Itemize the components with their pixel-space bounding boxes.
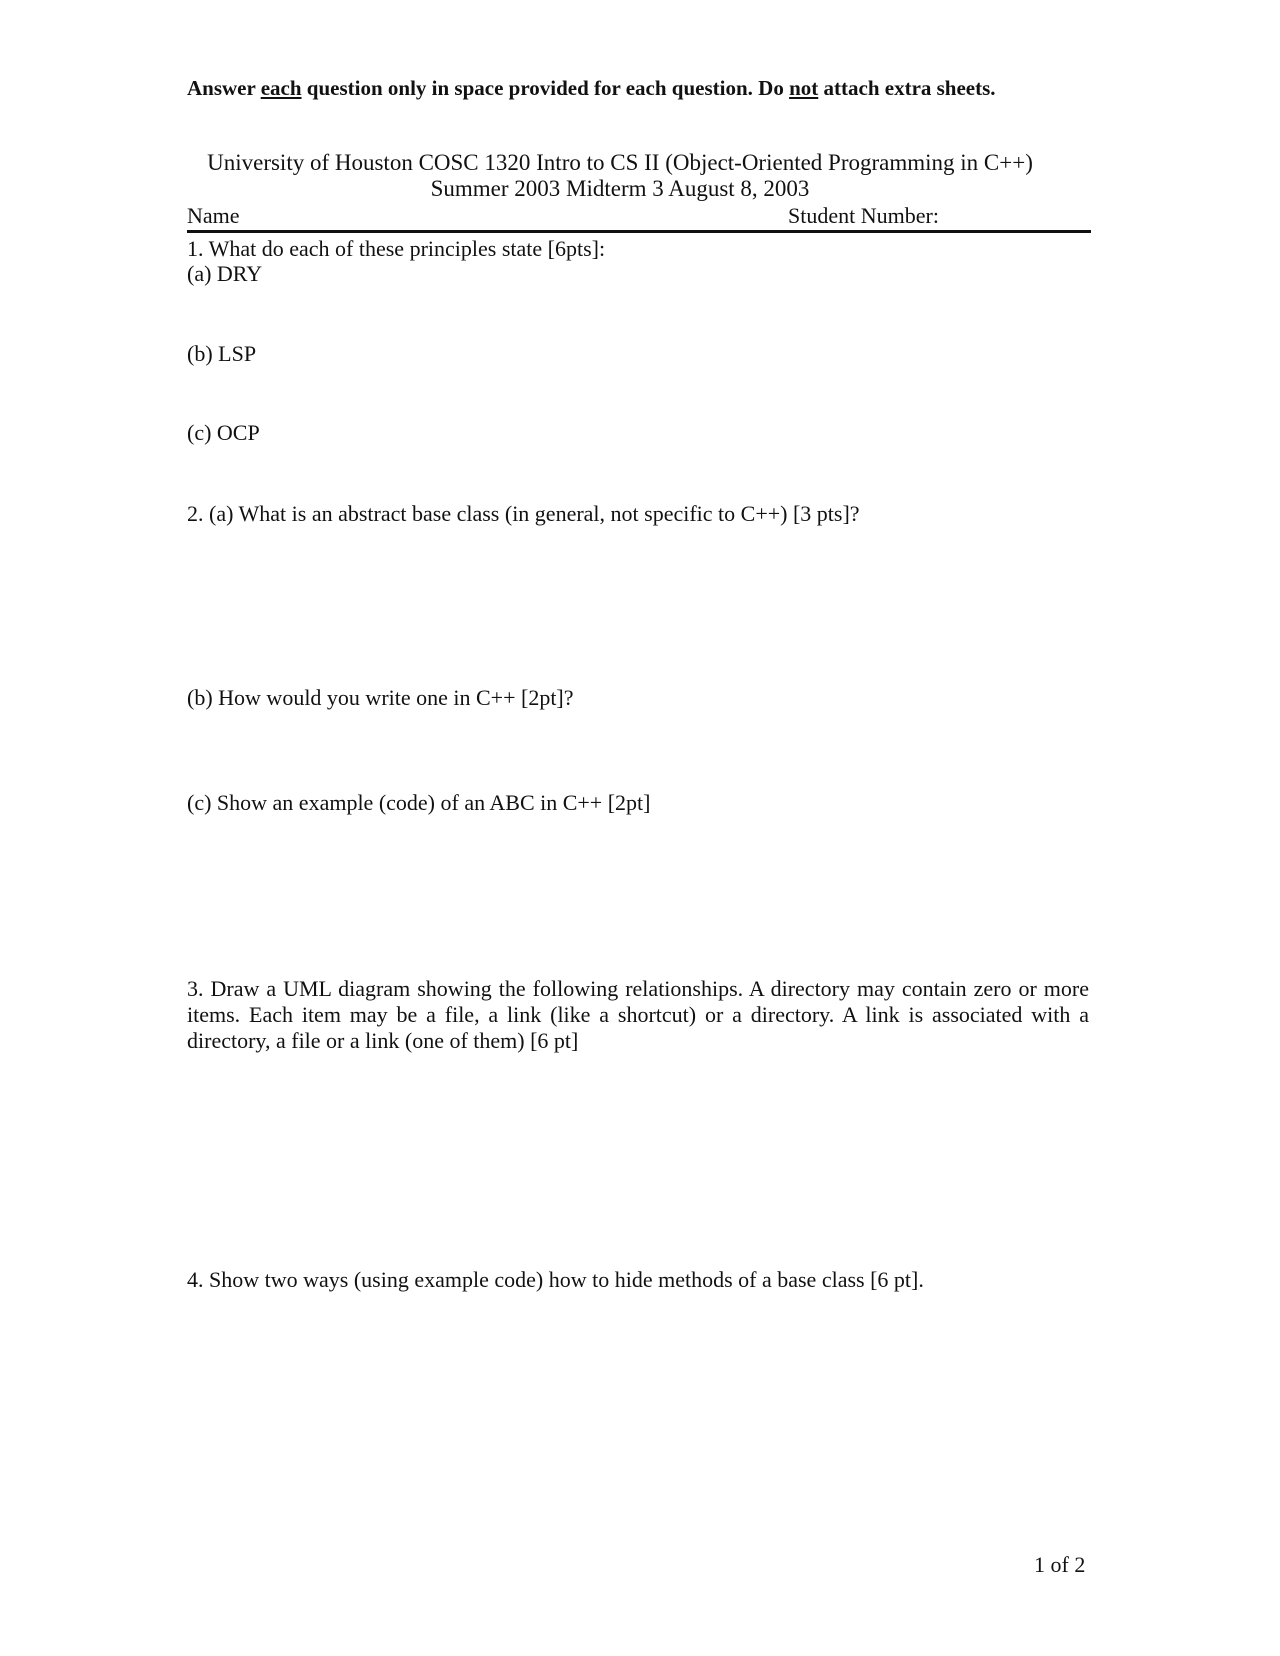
- question-1a: (a) DRY: [187, 261, 263, 286]
- notice-emphasis-each: each: [260, 76, 302, 100]
- question-1-prompt: 1. What do each of these principles state [6pts]:: [187, 236, 606, 261]
- student-number-label: Student Number:: [788, 203, 939, 228]
- question-2c: (c) Show an example (code) of an ABC in C++ [2pt]: [187, 790, 651, 815]
- notice-text-3: attach extra sheets.: [818, 76, 996, 100]
- course-title: University of Houston COSC 1320 Intro to CS II (Object-Oriented Programming in C++): [207, 150, 1033, 175]
- question-2a: 2. (a) What is an abstract base class (in general, not specific to C++) [3 pts]?: [187, 501, 860, 526]
- header-divider: [187, 230, 1091, 233]
- instructions-notice: [187, 75, 996, 101]
- exam-date-line: Summer 2003 Midterm 3 August 8, 2003: [430, 176, 810, 201]
- question-2b: (b) How would you write one in C++ [2pt]?: [187, 685, 574, 710]
- question-1b: (b) LSP: [187, 341, 257, 366]
- name-label: Name: [187, 203, 240, 228]
- page-number: 1 of 2: [1034, 1552, 1086, 1577]
- notice-text-2: question only in space provided for each question. Do: [301, 76, 790, 100]
- question-3: 3. Draw a UML diagram showing the following relationships. A directory may contain zero or more items. Each item may be a file, a link (like a shortcut) or a directory. A link is associated with a directory, a file or a link (one of them) [6 pt]: [187, 976, 1089, 1053]
- notice-emphasis-not: not: [789, 76, 819, 100]
- notice-text-1: Answer: [187, 76, 261, 100]
- question-4: 4. Show two ways (using example code) how to hide methods of a base class [6 pt].: [187, 1267, 924, 1292]
- question-1c: (c) OCP: [187, 420, 260, 445]
